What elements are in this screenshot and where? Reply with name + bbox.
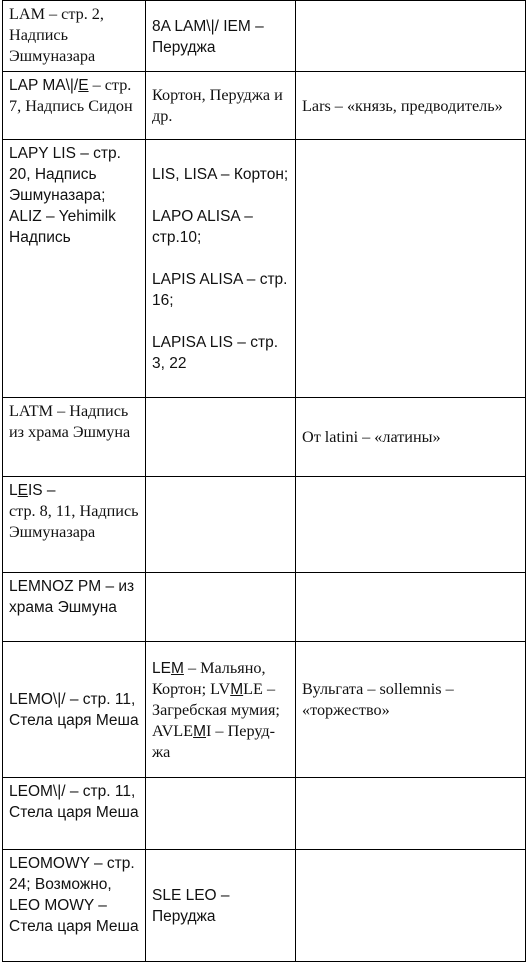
cell-parallels <box>146 573 296 642</box>
table-row <box>3 573 526 642</box>
cell-meaning: От latini – «латины» <box>296 398 526 477</box>
cell-parallels <box>146 477 296 573</box>
lexicon-table <box>2 0 526 962</box>
parallel-line: LAPISA LIS – стр. 3, 22 <box>152 334 279 372</box>
cell-source: LEOM\|/ – стр. 11, Стела царя Меша <box>3 778 146 850</box>
cell-parallels <box>146 398 296 477</box>
table-row <box>3 140 526 398</box>
cell-meaning <box>296 850 526 962</box>
cell-source: LATM – Надпись из храма Эшмуна <box>3 398 146 477</box>
table-row <box>3 778 526 850</box>
cell-source: LEOMOWY – стр. 24; Возможно, LEO MOWY – Стела царя Меша <box>3 850 146 962</box>
cell-meaning <box>296 140 526 398</box>
cell-parallels: 8A LAM\|/ IEM – Перуджа <box>146 1 296 72</box>
table-row <box>3 477 526 573</box>
cell-source: LAM – стр. 2, Надпись Эшмуназара <box>3 1 146 72</box>
parallel-line: LAPIS ALISA – стр. 16; <box>152 271 288 309</box>
cell-meaning: Lars – «князь, предводитель» <box>296 72 526 140</box>
cell-source: LEIS – стр. 8, 11, Надпись Эшмуназара <box>3 477 146 573</box>
cell-parallels: LEM – Мальяно, Кортон; LVMLE – Загребская мумия; AVLEMI – Перуд-жа <box>146 642 296 778</box>
parallel-line: LIS, LISA – Кортон; <box>152 166 289 183</box>
parallel-line: LAPO ALISA – стр.10; <box>152 208 253 246</box>
cell-meaning: Вульгата – sollemnis – «торжество» <box>296 642 526 778</box>
cell-parallels <box>146 778 296 850</box>
table-row <box>3 72 526 140</box>
table-row <box>3 398 526 477</box>
cell-meaning <box>296 573 526 642</box>
cell-parallels <box>146 140 296 398</box>
cell-source: LEMO\|/ – стр. 11, Стела царя Меша <box>3 642 146 778</box>
cell-parallels: SLE LEO – Перуджа <box>146 850 296 962</box>
table-row <box>3 1 526 72</box>
cell-source: LAPY LIS – стр. 20, Надпись Эшмуназара; ALIZ – Yehimilk Надпись <box>3 140 146 398</box>
cell-meaning <box>296 477 526 573</box>
cell-source: LAP MA\|/E – стр. 7, Надпись Сидон <box>3 72 146 140</box>
cell-meaning <box>296 1 526 72</box>
table-row <box>3 850 526 962</box>
table-row <box>3 642 526 778</box>
cell-source: LEMNOZ PM – из храма Эшмуна <box>3 573 146 642</box>
cell-parallels: Кортон, Перуджа и др. <box>146 72 296 140</box>
cell-meaning <box>296 778 526 850</box>
